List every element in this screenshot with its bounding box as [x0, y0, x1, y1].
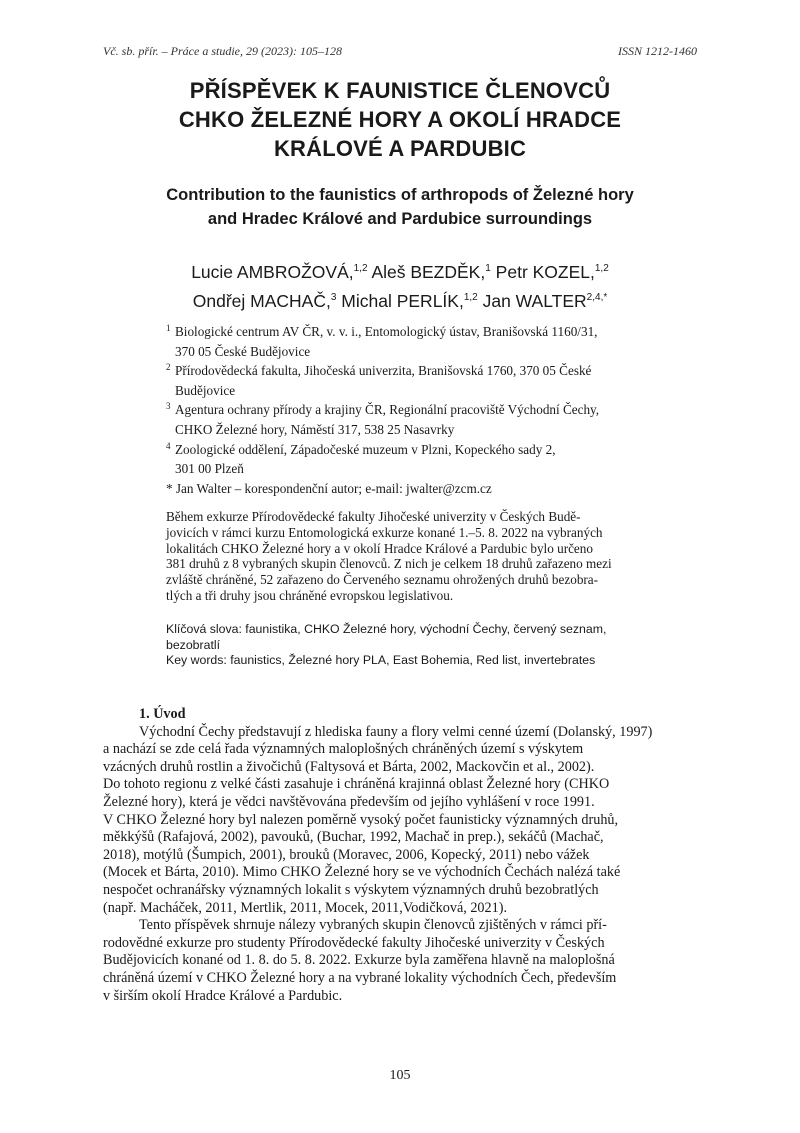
author-affiliation-mark: 1,2 [463, 292, 478, 303]
affiliation [166, 440, 700, 479]
author-affiliation-mark: 3 [330, 292, 337, 303]
affiliation-number: 4 [166, 440, 171, 451]
title-line: PŘÍSPĚVEK K FAUNISTICE ČLENOVCŮ [189, 78, 611, 103]
abstract-line: 381 druhů z 8 vybraných skupin členovců. Z nich je celkem 18 druhů zařazeno mezi [166, 556, 612, 572]
affiliation-number: 3 [166, 401, 171, 412]
corresponding-author: * Jan Walter – korespondenční autor; e-mail: jwalter@zcm.cz [166, 480, 492, 496]
paragraph-line: nespočet ochranářsky významných lokalit s výskytem významných druhů bezobratlých [103, 881, 599, 898]
paragraph-line: a nachází se zde celá řada významných maloplošných chráněných území s výskytem [103, 741, 584, 758]
affiliation-line: Budějovice [175, 382, 236, 398]
paragraph-line: v širším okolí Hradce Králové a Pardubic. [103, 987, 343, 1004]
subtitle-line: and Hradec Králové and Pardubice surroundings [207, 210, 593, 228]
affiliation-number: 2 [166, 362, 171, 373]
author-line [100, 285, 700, 314]
paragraph-line: Tento příspěvek shrnuje nálezy vybraných skupin členovců zjištěných v rámci pří- [139, 917, 607, 934]
author-name: Petr KOZEL, [495, 262, 595, 282]
affiliation-line: Biologické centrum AV ČR, v. v. i., Entomologický ústav, Branišovská 1160/31, [175, 324, 598, 339]
paragraph-line: rodovědné exkurze pro studenty Přírodovědecké fakulty Jihočeské univerzity v Českých [103, 934, 605, 951]
paragraph-line: 2018), motýlů (Šumpich, 2001), brouků (Moravec, 2006, Kopecký, 2011) nebo vážek [103, 846, 590, 863]
abstract-line: zvláště chráněné, 52 zařazeno do Červeného seznamu ohrožených druhů bezobra- [166, 572, 599, 588]
section-heading: 1. Úvod [139, 706, 186, 722]
affiliation-line: CHKO Železné hory, Náměstí 317, 538 25 Nasavrky [175, 421, 455, 437]
abstract-line: tlých a tři druhy jsou chráněné evropskou legislativou. [166, 587, 454, 603]
author-name: Lucie AMBROŽOVÁ, [191, 262, 354, 282]
paragraph-line: V CHKO Železné hory byl nalezen poměrně vysoký počet faunisticky významných druhů, [103, 811, 619, 828]
abstract-line: jovicích v rámci kurzu Entomologická exkurze konané 1.–5. 8. 2022 na vybraných [166, 524, 603, 540]
keywords-line: Key words: faunistics, Železné hory PLA, East Bohemia, Red list, invertebrates [166, 653, 596, 668]
affiliation-line: Agentura ochrany přírody a krajiny ČR, Regionální pracoviště Východní Čechy, [175, 402, 600, 418]
author-affiliation-mark: 2,4,* [586, 292, 608, 303]
paragraph-line: Východní Čechy představují z hlediska fauny a flory velmi cenné území (Dolanský, 1997) [139, 723, 653, 740]
paragraph-line: měkkýšů (Rafajová, 2002), pavouků, (Buchar, 1992, Machač in prep.), sekáčů (Machač, [103, 829, 604, 846]
paragraph-line: vzácných druhů rostlin a živočichů (Faltysová et Bárta, 2002, Mackovčin et al., 2002). [103, 758, 595, 775]
subtitle-line: Contribution to the faunistics of arthropods of Železné hory [166, 186, 634, 204]
abstract-line: lokalitách CHKO Železné hory a v okolí Hradce Králové a Pardubic bylo určeno [166, 540, 593, 556]
affiliation-number: 1 [166, 323, 171, 333]
paragraph-line: chráněná území v CHKO Železné hory a na vybrané lokality východních Čech, především [103, 969, 617, 986]
paragraph-line: (např. Macháček, 2011, Mertlik, 2011, Mocek, 2011,Vodičková, 2021). [103, 899, 507, 916]
affiliation-line: 301 00 Plzeň [175, 461, 244, 477]
introduction-section [103, 706, 697, 1005]
title-line: KRÁLOVÉ A PARDUBIC [273, 136, 527, 161]
author-name: Ondřej MACHAČ, [192, 291, 331, 311]
affiliation-line: 370 05 České Budějovice [175, 343, 311, 359]
affiliation [166, 361, 700, 400]
english-title [100, 183, 700, 231]
author-name: Aleš BEZDĚK, [371, 262, 486, 282]
affiliations [166, 322, 700, 498]
affiliation [166, 400, 700, 439]
affiliation [166, 322, 700, 361]
issn: ISSN 1212-1460 [618, 44, 697, 58]
author-affiliation-mark: 1 [485, 263, 491, 274]
keywords [166, 622, 700, 669]
article-title [100, 76, 700, 163]
author-list [100, 256, 700, 314]
paragraph-line: (Mocek et Bárta, 2010). Mimo CHKO Železné hory se ve východních Čechách nalézá také [103, 864, 621, 881]
running-header [103, 44, 697, 62]
affiliation-line: Zoologické oddělení, Západočeské muzeum v Plzni, Kopeckého sady 2, [175, 441, 556, 457]
abstract [166, 509, 694, 604]
paragraph-line: Budějovicích konané od 1. 8. do 5. 8. 2022. Exkurze byla zaměřena hlavně na maloplošná [103, 952, 615, 969]
keywords-line: Klíčová slova: faunistika, CHKO Železné hory, východní Čechy, červený seznam, [166, 622, 607, 636]
paragraph-line: Do tohoto regionu z velké části zasahuje i chráněná krajinná oblast Železné hory (CHKO [103, 776, 610, 793]
paragraph-line: Železné hory), která je vědci navštěvována především od jejího vyhlášení v roce 1991. [103, 793, 595, 810]
author-name: Jan WALTER [482, 291, 587, 311]
title-line: CHKO ŽELEZNÉ HORY A OKOLÍ HRADCE [178, 107, 622, 132]
paragraph [103, 724, 697, 918]
author-affiliation-mark: 1,2 [594, 263, 609, 274]
affiliation-line: Přírodovědecká fakulta, Jihočeská univerzita, Branišovská 1760, 370 05 České [175, 363, 592, 379]
page-number: 105 [389, 1068, 411, 1083]
abstract-line: Během exkurze Přírodovědecké fakulty Jihočeské univerzity v Českých Budě- [166, 509, 581, 524]
author-affiliation-mark: 1,2 [353, 263, 368, 274]
paragraph [103, 917, 697, 1005]
keywords-line: bezobratlí [166, 637, 221, 652]
author-line [100, 256, 700, 285]
journal-citation: Vč. sb. přír. – Práce a studie, 29 (2023): 105–128 [103, 44, 342, 58]
author-name: Michal PERLÍK, [341, 291, 464, 311]
